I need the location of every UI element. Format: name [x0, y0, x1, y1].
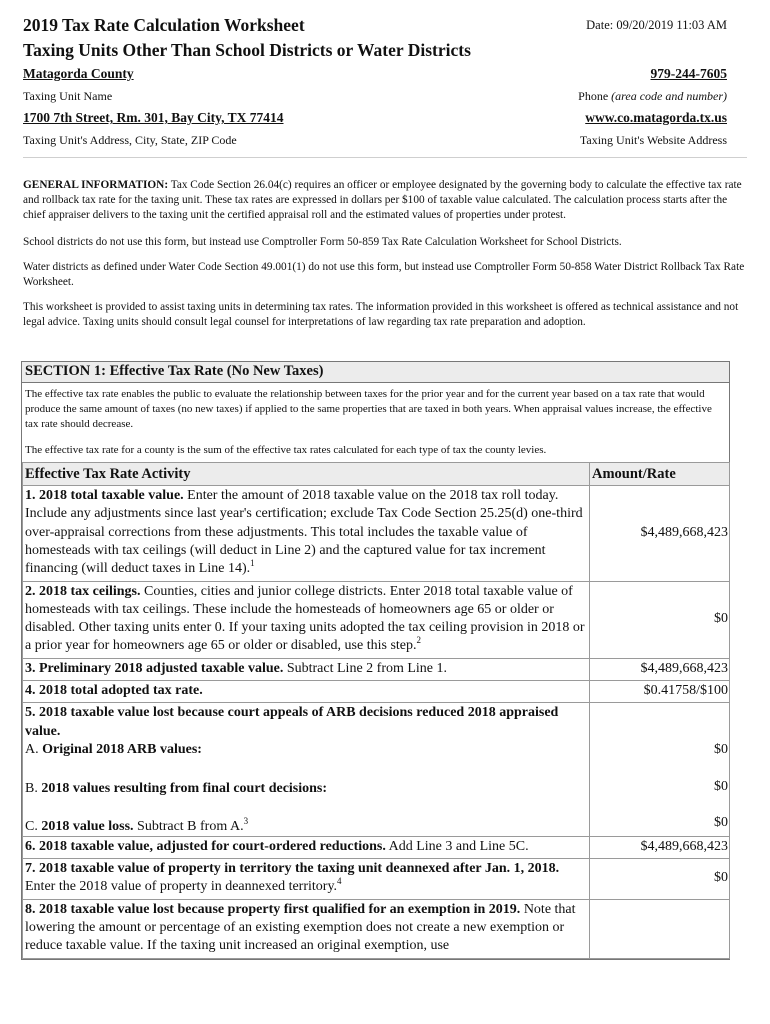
taxing-unit-address: 1700 7th Street, Rm. 301, Bay City, TX 77414	[23, 110, 284, 125]
form-title: 2019 Tax Rate Calculation Worksheet	[23, 15, 305, 35]
line-5b-amount: $0	[714, 779, 728, 795]
line-5b-description: B. 2018 values resulting from final court decisions:	[25, 781, 328, 797]
table-row	[23, 859, 730, 900]
table-row	[23, 486, 730, 581]
water-districts-paragraph: Water districts as defined under Water Code Section 49.001(1) do not use this form, but instead use Comptroller Form 50-858 Water District Rollback Tax Rate Worksheet.	[23, 260, 745, 289]
section-1-para-2: The effective tax rate for a county is the sum of the effective tax rates calculated for each type of tax the county levies.	[25, 443, 547, 456]
line-7-amount: $0	[590, 859, 730, 900]
form-subtitle: Taxing Units Other Than School Districts or Water Districts	[23, 40, 471, 60]
line-2-description: 2. 2018 tax ceilings. Counties, cities and junior college districts. Enter 2018 total taxable value of homesteads with tax ceilings. These include the homesteads of homeowners age 65 or older or disabled. Other taxing units enter 0. If your taxing units adopted the tax ceiling provision in 2018 or a prior year for homeowners age 65 or older or disabled, use this step.$^2$	[23, 581, 590, 658]
line-1-amount: $4,489,668,423	[590, 486, 730, 581]
line-5c-amount: $0	[714, 815, 728, 831]
header-divider	[23, 157, 747, 158]
section-1	[21, 361, 730, 960]
worksheet-disclaimer-paragraph: This worksheet is provided to assist taxing units in determining tax rates. The information provided in this worksheet is offered as technical assistance and not legal advice. Taxing units should consult legal counsel for interpretations of law regarding tax rate preparation and adoption.	[23, 301, 739, 329]
website-label: Taxing Unit's Website Address	[579, 133, 727, 147]
phone-label: Phone (area code and number)	[578, 89, 727, 103]
address-label: Taxing Unit's Address, City, State, ZIP Code	[23, 133, 237, 147]
taxing-unit-phone: 979-244-7605	[650, 66, 727, 81]
line-4-description: 4. 2018 total adopted tax rate.	[23, 681, 590, 703]
line-3-description: 3. Preliminary 2018 adjusted taxable value. Subtract Line 2 from Line 1.	[23, 658, 590, 680]
table-row	[23, 703, 730, 836]
general-information	[23, 178, 745, 341]
form-date: Date: 09/20/2019 11:03 AM	[586, 18, 727, 32]
general-info-paragraph: GENERAL INFORMATION: Tax Code Section 26.04(c) requires an officer or employee designated by the governing body to calculate the effective tax rate and rollback tax rate for the taxing unit. These tax rates are expressed in dollars per $100 of taxable value calculated. The calculation process starts after the chief appraiser delivers to the taxing unit the certified appraisal roll and the estimated values of properties under protest.	[23, 179, 742, 222]
line-5c-description: C. 2018 value loss. Subtract B from A.$^3$	[25, 815, 249, 834]
taxing-unit-name-label: Taxing Unit Name	[23, 89, 113, 103]
line-6-description: 6. 2018 taxable value, adjusted for court-ordered reductions. Add Line 3 and Line 5C.	[23, 836, 590, 858]
line-1-description: 1. 2018 total taxable value. Enter the amount of 2018 taxable value on the 2018 tax roll today. Include any adjustments since last year's certification; exclude Tax Code Section 25.25(d) one-third over-appraisal corrections from these adjustments. This total includes the taxable value of homesteads with tax ceilings (will deduct in Line 2) and the captured value for tax increment financing (will deduct taxes in Line 14).$^1$	[23, 486, 590, 581]
taxing-unit-website[interactable]: www.co.matagorda.tx.us	[585, 110, 727, 125]
taxing-unit-name: Matagorda County	[23, 66, 134, 81]
effective-tax-rate-table	[22, 462, 730, 959]
line-3-amount: $4,489,668,423	[590, 658, 730, 680]
table-row	[23, 899, 730, 958]
line-5-description: 5. 2018 taxable value lost because court appeals of ARB decisions reduced 2018 appraised value. A. Original 2018 ARB values: B. 2018 values resulting from final court decisions: C. 2018 value loss. Subtract B from A.$^3$	[23, 703, 590, 836]
section-1-title: SECTION 1: Effective Tax Rate (No New Taxes)	[22, 362, 729, 383]
line-8-amount	[590, 899, 730, 958]
line-6-amount: $4,489,668,423	[590, 836, 730, 858]
header-activity: Effective Tax Rate Activity	[23, 462, 590, 485]
line-4-amount: $0.41758/$100	[590, 681, 730, 703]
line-7-description: 7. 2018 taxable value of property in territory the taxing unit deannexed after Jan. 1, 2018. Enter the 2018 value of property in deannexed territory.$^4$	[23, 859, 590, 900]
line-2-amount: $0	[590, 581, 730, 658]
line-5-spacer	[25, 799, 587, 816]
line-5a-amount: $0	[714, 742, 728, 758]
line-5-spacer	[25, 759, 587, 778]
line-5-amounts	[590, 703, 730, 836]
line-8-description: 8. 2018 taxable value lost because property first qualified for an exemption in 2019. Note that lowering the amount or percentage of an existing exemption does not create a new exemption or reduce taxable value. If the taxing unit increased an original exemption, use	[23, 899, 590, 958]
section-1-para-1: The effective tax rate enables the public to evaluate the relationship between taxes for the prior year and for the current year based on a tax rate that would produce the same amount of taxes (no new taxes) if applied to the same properties that are taxed in both years. When appraisal values increase, the effective tax rate should decrease.	[25, 388, 712, 431]
table-row	[23, 658, 730, 680]
table-row	[23, 581, 730, 658]
table-row	[23, 681, 730, 703]
school-districts-paragraph: School districts do not use this form, but instead use Comptroller Form 50-859 Tax Rate Calculation Worksheet for School Districts.	[23, 235, 622, 248]
header-amount: Amount/Rate	[590, 462, 730, 485]
table-row	[23, 836, 730, 858]
table-header-row	[23, 462, 730, 485]
section-1-description	[22, 383, 729, 462]
